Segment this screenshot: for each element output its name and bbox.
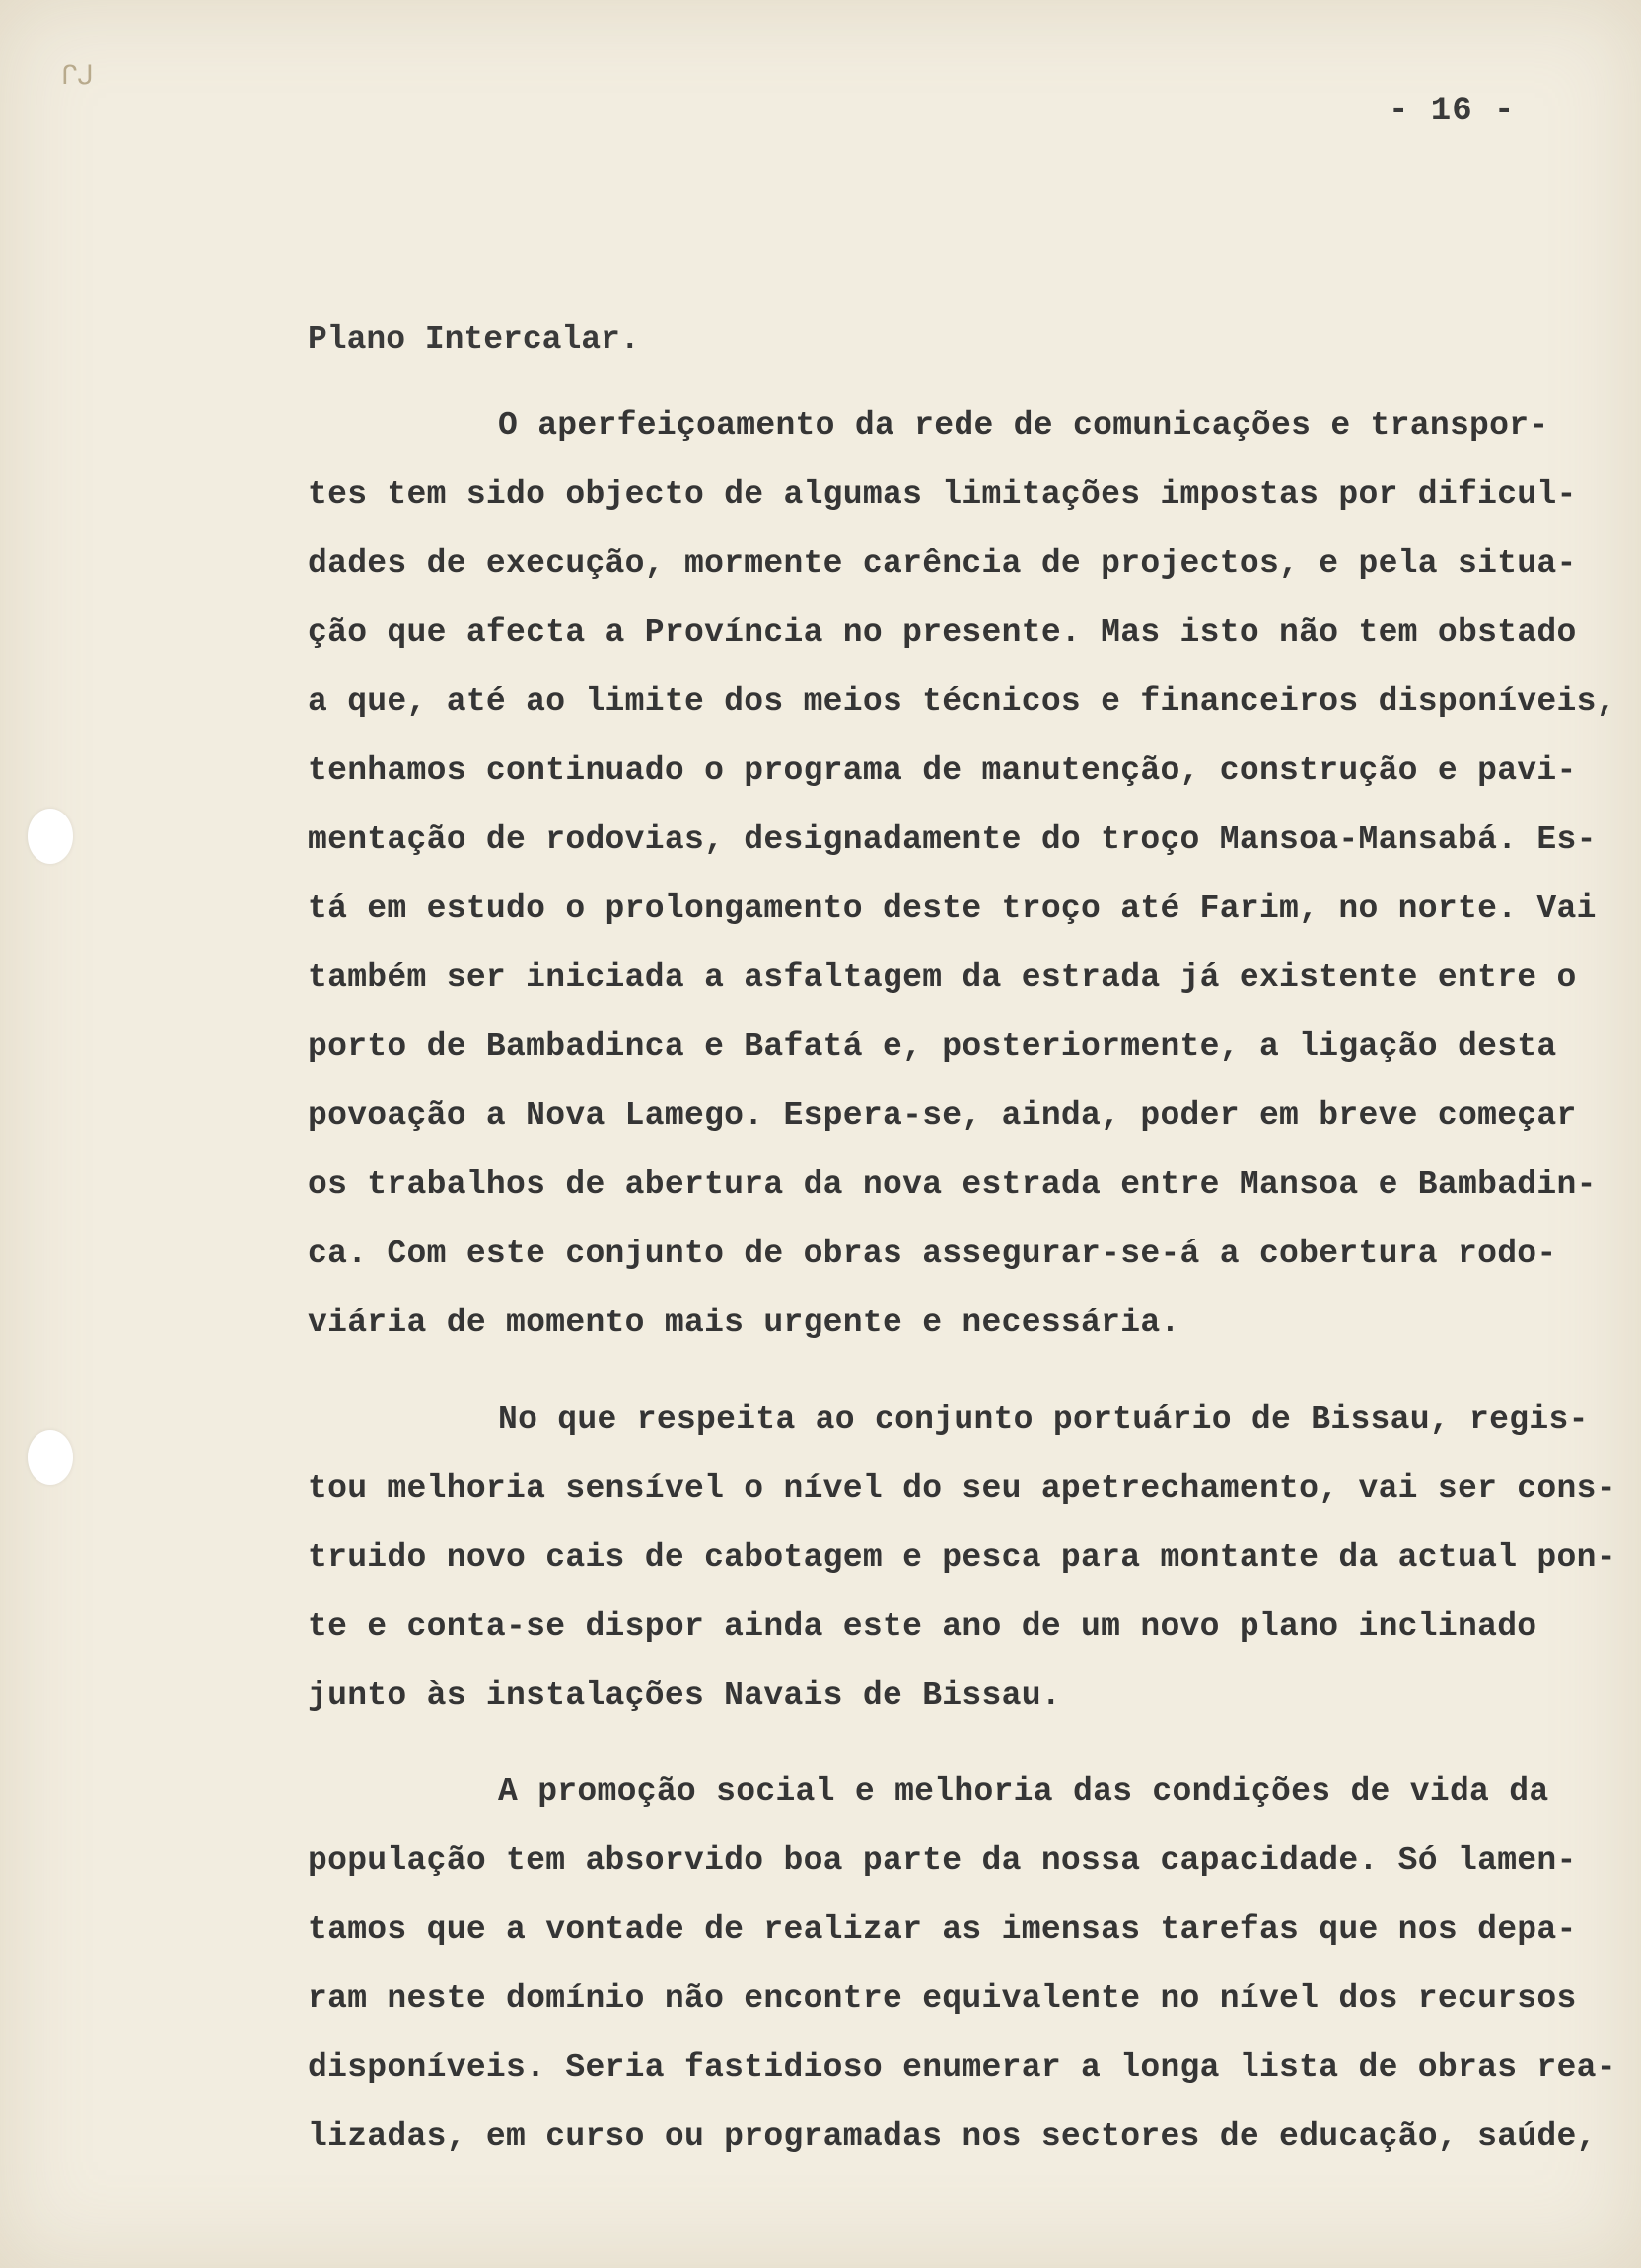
paragraph-1-line: dades de execução, mormente carência de projectos, e pela situa- bbox=[308, 545, 1577, 582]
paragraph-1-line: a que, até ao limite dos meios técnicos e financeiros disponíveis, bbox=[308, 683, 1616, 720]
corner-ink-mark: ᒋᒍ bbox=[61, 62, 94, 92]
paragraph-2-line: junto às instalações Navais de Bissau. bbox=[308, 1677, 1061, 1714]
paragraph-1-line: ca. Com este conjunto de obras assegurar-se-á a cobertura rodo- bbox=[308, 1236, 1557, 1272]
paragraph-1-line: tes tem sido objecto de algumas limitações impostas por dificul- bbox=[308, 476, 1577, 513]
paragraph-1-line: tenhamos continuado o programa de manutenção, construção e pavi- bbox=[308, 752, 1577, 789]
punch-hole-top bbox=[28, 809, 73, 864]
paragraph-2-line: truido novo cais de cabotagem e pesca para montante da actual pon- bbox=[308, 1539, 1616, 1576]
paragraph-1-line: O aperfeiçoamento da rede de comunicações e transpor- bbox=[498, 407, 1549, 444]
page-number: - 16 - bbox=[1389, 93, 1516, 130]
paragraph-3-line: população tem absorvido boa parte da nossa capacidade. Só lamen- bbox=[308, 1842, 1577, 1878]
paragraph-1-line: também ser iniciada a asfaltagem da estrada já existente entre o bbox=[308, 959, 1577, 996]
paragraph-1-line: tá em estudo o prolongamento deste troço até Farim, no norte. Vai bbox=[308, 890, 1597, 927]
paragraph-1-line: mentação de rodovias, designadamente do troço Mansoa-Mansabá. Es- bbox=[308, 821, 1597, 858]
paragraph-1-line: ção que afecta a Província no presente. Mas isto não tem obstado bbox=[308, 614, 1577, 651]
paragraph-1-line: porto de Bambadinca e Bafatá e, posteriormente, a ligação desta bbox=[308, 1028, 1557, 1065]
paragraph-3-line: tamos que a vontade de realizar as imensas tarefas que nos depa- bbox=[308, 1911, 1577, 1948]
paragraph-1-line: viária de momento mais urgente e necessária. bbox=[308, 1305, 1180, 1341]
paragraph-1-line: povoação a Nova Lamego. Espera-se, ainda, poder em breve começar bbox=[308, 1098, 1577, 1134]
section-heading: Plano Intercalar. bbox=[308, 321, 640, 358]
paragraph-3-line: A promoção social e melhoria das condições de vida da bbox=[498, 1773, 1549, 1809]
paragraph-2-line: No que respeita ao conjunto portuário de Bissau, regis- bbox=[498, 1401, 1589, 1438]
paragraph-3-line: disponíveis. Seria fastidioso enumerar a longa lista de obras rea- bbox=[308, 2049, 1616, 2086]
punch-hole-bottom bbox=[28, 1430, 73, 1485]
paragraph-2-line: te e conta-se dispor ainda este ano de um novo plano inclinado bbox=[308, 1608, 1537, 1645]
paragraph-2-line: tou melhoria sensível o nível do seu apetrechamento, vai ser cons- bbox=[308, 1470, 1616, 1507]
paragraph-1-line: os trabalhos de abertura da nova estrada entre Mansoa e Bambadin- bbox=[308, 1167, 1597, 1203]
paragraph-3-line: lizadas, em curso ou programadas nos sectores de educação, saúde, bbox=[308, 2118, 1597, 2155]
paragraph-3-line: ram neste domínio não encontre equivalente no nível dos recursos bbox=[308, 1980, 1577, 2017]
